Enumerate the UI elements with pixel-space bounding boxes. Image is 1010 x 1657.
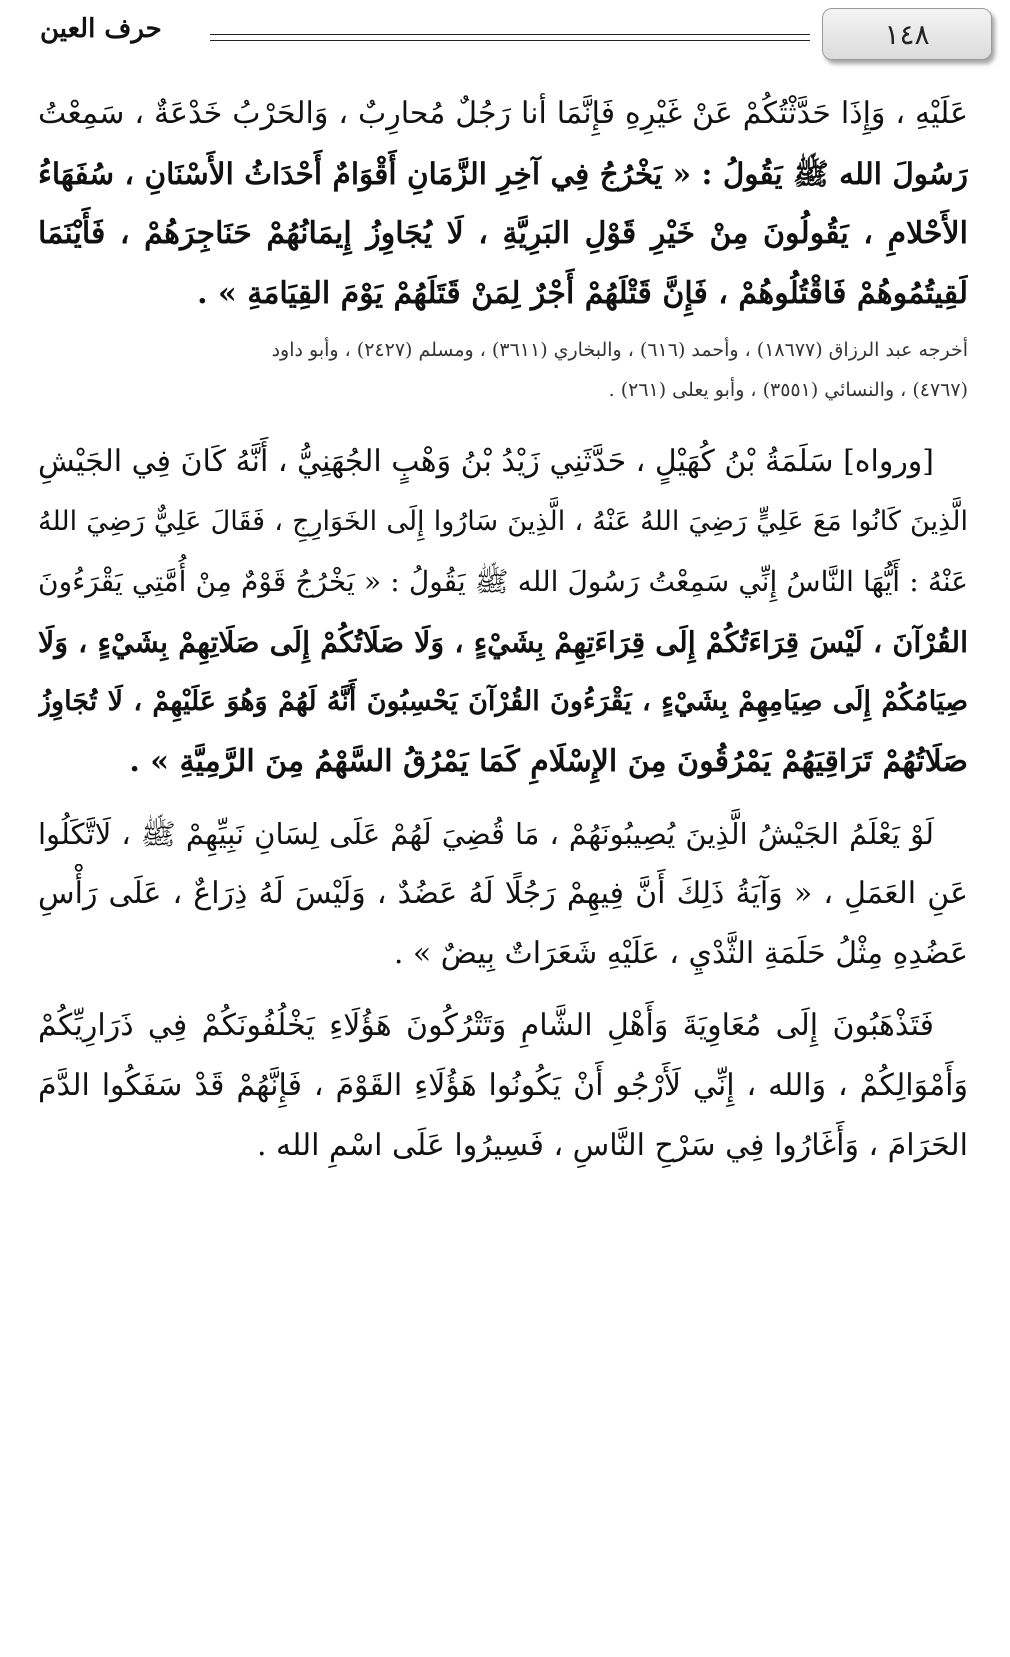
paragraph-1 bbox=[38, 84, 968, 324]
page-number: ١٤٨ bbox=[822, 8, 992, 60]
chapter-title: حرف العين bbox=[40, 14, 162, 44]
footnote-line: أخرجه عبد الرزاق (١٨٦٧٧) ، وأحمد (٦١٦) ، والبخاري (٣٦١١) ، ومسلم (٢٤٢٧) ، وأبو داود bbox=[271, 339, 968, 361]
text-line: الأَحْلامِ ، يَقُولُونَ مِنْ خَيْرِ قَوْلِ البَرِيَّةِ ، لَا يُجَاوِزُ إِيمَانُهُمْ حَنَاجِرَهُمْ ، فَأَيْنَمَا bbox=[38, 216, 968, 251]
text-line: عَنِ العَمَلِ ، « وَآيَةُ ذَلِكَ أَنَّ فِيهِمْ رَجُلًا لَهُ عَضُدٌ ، وَلَيْسَ لَهُ ذِرَاعٌ ، عَلَى رَأْسِ bbox=[38, 876, 968, 911]
text-line: فَتَذْهَبُونَ إِلَى مُعَاوِيَةَ وَأَهْلِ الشَّامِ وَتَتْرُكُونَ هَؤُلَاءِ يَخْلُفُونَكُمْ فِي ذَرَارِيِّكُمْ bbox=[38, 1008, 935, 1043]
text-line: الحَرَامَ ، وَأَغَارُوا فِي سَرْحِ النَّاسِ ، فَسِيرُوا عَلَى اسْمِ الله . bbox=[256, 1128, 968, 1163]
text-line: لَقِيتُمُوهُمْ فَاقْتُلُوهُمْ ، فَإِنَّ قَتْلَهُمْ أَجْرٌ لِمَنْ قَتَلَهُمْ يَوْمَ القِيَامَةِ » . bbox=[197, 276, 968, 311]
text-line: رَسُولَ الله ﷺ يَقُولُ : « يَخْرُجُ فِي آخِرِ الزَّمَانِ أَقْوَامٌ أَحْدَاثُ الأَسْنَانِ ، سُفَهَاءُ bbox=[38, 156, 968, 191]
paragraph-2 bbox=[38, 432, 968, 792]
text-line: صِيَامُكُمْ إِلَى صِيَامِهِمْ بِشَيْءٍ ، يَقْرَءُونَ القُرْآنَ يَحْسِبُونَ أَنَّهُ لَهُمْ وَهُوَ عَلَيْهِمْ ، لَا تُجَاوِزُ bbox=[38, 686, 968, 717]
text-line: عَنْهُ : أَيُّهَا النَّاسُ إِنِّي سَمِعْتُ رَسُولَ الله ﷺ يَقُولُ : « يَخْرُجُ قَوْمٌ مِنْ أُمَّتِي يَقْرَءُونَ bbox=[38, 565, 968, 598]
text-line: [ورواه] سَلَمَةُ بْنُ كُهَيْلٍ ، حَدَّثَنِي زَيْدُ بْنُ وَهْبٍ الجُهَنِيُّ ، أَنَّهُ كَانَ فِي الجَيْشِ bbox=[38, 444, 934, 479]
text-line: عَلَيْهِ ، وَإِذَا حَدَّثْتُكُمْ عَنْ غَيْرِهِ فَإِنَّمَا أنا رَجُلٌ مُحارِبٌ ، وَالحَرْبُ خَدْعَةٌ ، سَمِعْتُ bbox=[38, 96, 968, 131]
header-rule bbox=[210, 34, 810, 41]
paragraph-4 bbox=[38, 996, 968, 1176]
page-header bbox=[34, 8, 962, 64]
text-line: الَّذِينَ كَانُوا مَعَ عَلِيٍّ رَضِيَ اللهُ عَنْهُ ، الَّذِينَ سَارُوا إِلَى الخَوَارِجِ ، فَقَالَ عَلِيٌّ رَضِيَ اللهُ bbox=[38, 506, 968, 537]
text-line: القُرْآنَ ، لَيْسَ قِرَاءَتُكُمْ إِلَى قِرَاءَتِهِمْ بِشَيْءٍ ، وَلَا صَلَاتُكُمْ إِلَى صَلَاتِهِمْ بِشَيْءٍ ، وَلَا bbox=[38, 625, 968, 659]
text-line: عَضُدِهِ مِثْلُ حَلَمَةِ الثَّدْيِ ، عَلَيْهِ شَعَرَاتٌ بِيضٌ » . bbox=[393, 936, 968, 971]
footnote bbox=[38, 330, 968, 410]
footnote-line: (٤٧٦٧) ، والنسائي (٣٥٥١) ، وأبو يعلى (٢٦١) . bbox=[608, 379, 968, 401]
paragraph-3 bbox=[38, 804, 968, 984]
text-line: لَوْ يَعْلَمُ الجَيْشُ الَّذِينَ يُصِيبُونَهُمْ ، مَا قُضِيَ لَهُمْ عَلَى لِسَانِ نَبِيِّهِمْ ﷺ ، لَاتَّكَلُوا bbox=[38, 817, 934, 851]
text-line: وَأَمْوَالِكُمْ ، وَالله ، إِنِّي لَأَرْجُو أَنْ يَكُونُوا هَؤُلَاءِ القَوْمَ ، فَإِنَّهُمْ قَدْ سَفَكُوا الدَّمَ bbox=[38, 1068, 968, 1103]
page-body bbox=[38, 84, 968, 1176]
text-line: صَلَاتُهُمْ تَرَاقِيَهُمْ يَمْرُقُونَ مِنَ الإِسْلَامِ كَمَا يَمْرُقُ السَّهْمُ مِنَ الرَّمِيَّةِ » . bbox=[129, 744, 968, 779]
